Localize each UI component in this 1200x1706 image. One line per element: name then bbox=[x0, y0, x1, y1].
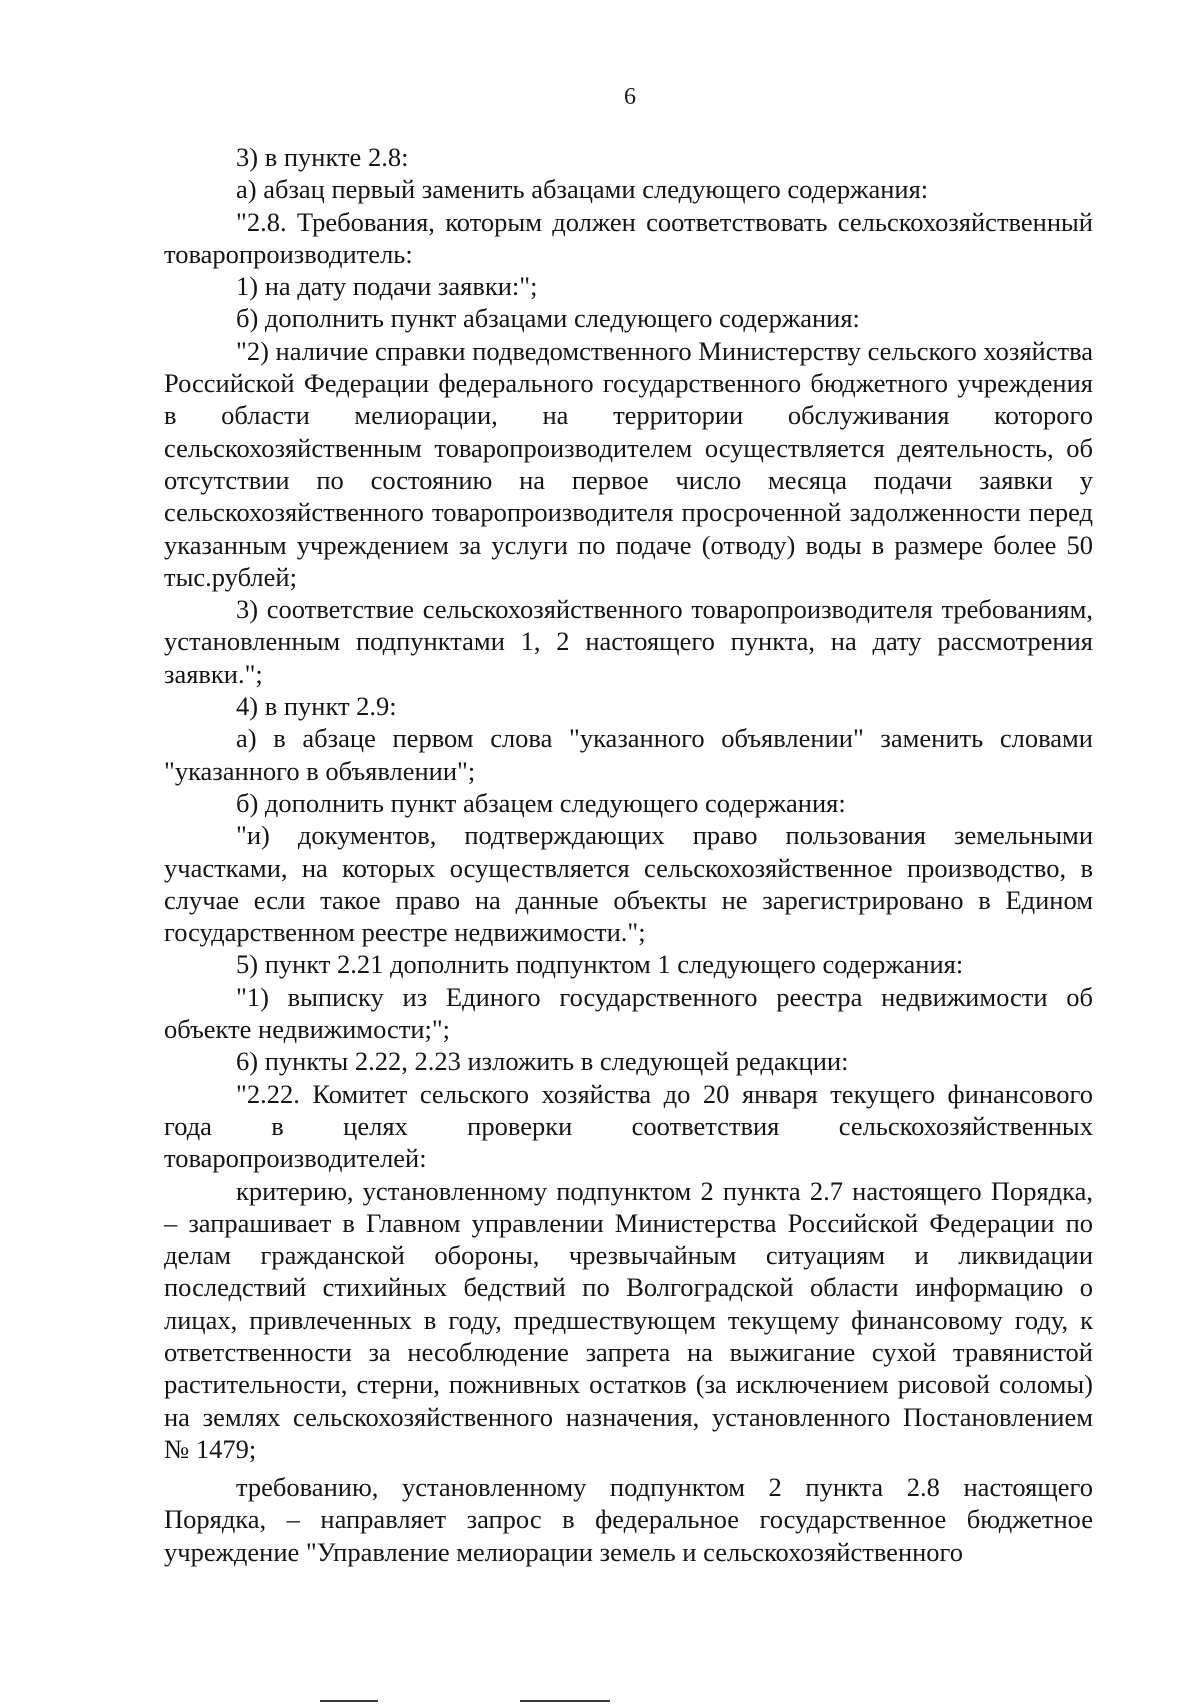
footer-rule-left bbox=[320, 1700, 378, 1702]
paragraph: 6) пункты 2.22, 2.23 изложить в следующей редакции: bbox=[236, 1046, 849, 1077]
paragraph: "2.22. Комитет сельского хозяйства до 20 января текущего финансового года в целях проверки соответствия сельскохозяйственных товаропроизводителей: bbox=[164, 1078, 1093, 1174]
paragraph: а) в абзаце первом слова "указанного объявлении" заменить словами "указанного в объявлении"; bbox=[164, 723, 1093, 786]
paragraph: 4) в пункт 2.9: bbox=[236, 691, 397, 722]
document-body bbox=[164, 141, 1093, 1568]
paragraph: критерию, установленному подпунктом 2 пункта 2.7 настоящего Порядка, – запрашивает в Главном управлении Министерства Российской Федерации по делам гражданской обороны, чрезвычайным ситуациям и ликвидации последствий стихийных бедствий по Волгоградской области информацию о лицах, привлеченных в году, предшествующем текущему финансовому году, к ответственности за несоблюдение запрета на выжигание сухой травянистой растительности, стерни, пожнивных остатков (за исключением рисовой соломы) на землях сельскохозяйственного назначения, установленного Постановлением № 1479; bbox=[164, 1175, 1093, 1464]
paragraph: б) дополнить пункт абзацем следующего содержания: bbox=[236, 787, 846, 818]
paragraph: 5) пункт 2.21 дополнить подпунктом 1 следующего содержания: bbox=[236, 949, 964, 980]
paragraph: 1) на дату подачи заявки:"; bbox=[236, 271, 538, 302]
paragraph: а) абзац первый заменить абзацами следующего содержания: bbox=[236, 174, 929, 205]
paragraph: "1) выписку из Единого государственного реестра недвижимости об объекте недвижимости;"; bbox=[164, 981, 1093, 1045]
paragraph: 3) в пункте 2.8: bbox=[236, 142, 409, 172]
paragraph: "и) документов, подтверждающих право пользования земельными участками, на которых осуществляется сельскохозяйственное производство, в случае если такое право на данные объекты не зарегистрировано в Едином государственном реестре недвижимости."; bbox=[164, 820, 1093, 948]
page-number: 6 bbox=[624, 84, 636, 110]
paragraph: "2.8. Требования, которым должен соответствовать сельскохозяйственный товаропроизводитель: bbox=[164, 206, 1093, 269]
footer-rule-right bbox=[520, 1700, 610, 1702]
paragraph: 3) соответствие сельскохозяйственного товаропроизводителя требованиям, установленным подпунктами 1, 2 настоящего пункта, на дату рассмотрения заявки."; bbox=[164, 594, 1093, 689]
paragraph: "2) наличие справки подведомственного Министерству сельского хозяйства Российской Федерации федерального государственного бюджетного учреждения в области мелиорации, на территории обслуживания которого сельскохозяйственным товаропроизводителем осуществляется деятельность, об отсутствии по состоянию на первое число месяца подачи заявки у сельскохозяйственного товаропроизводителя просроченной задолженности перед указанным учреждением за услуги по подаче (отводу) воды в размере более 50 тыс.рублей; bbox=[164, 335, 1093, 592]
paragraph: б) дополнить пункт абзацами следующего содержания: bbox=[236, 303, 860, 334]
paragraph: требованию, установленному подпунктом 2 пункта 2.8 настоящего Порядка, – направляет запрос в федеральное государственное бюджетное учреждение "Управление мелиорации земель и сельскохозяйственного bbox=[164, 1472, 1093, 1567]
